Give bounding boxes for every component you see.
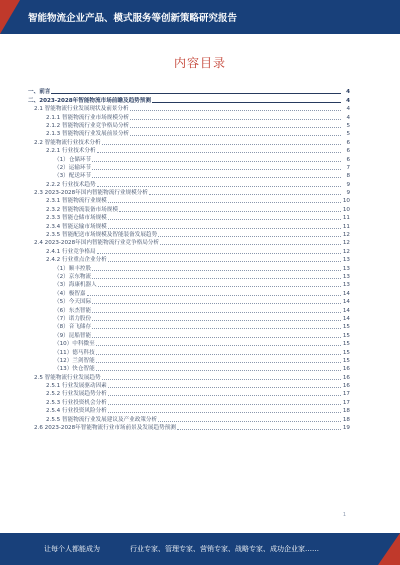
toc-entry-text: （13）快仓智能 <box>54 366 95 373</box>
toc-entry-page: 4 <box>346 114 350 121</box>
report-footer <box>0 533 400 565</box>
toc-entry[interactable] <box>28 415 350 423</box>
toc-entry-text: 2.1.2 智能物流行业竞争格局分析 <box>46 122 130 129</box>
toc-leader-dots <box>92 320 341 321</box>
toc-entry-text: 2.6 2023-2028年智能物流行业市场前景及发展趋势预测 <box>34 425 176 432</box>
toc-entry[interactable] <box>28 197 350 205</box>
toc-leader-dots <box>108 412 341 413</box>
toc-leader-dots <box>108 395 341 396</box>
toc-entry[interactable] <box>28 155 350 163</box>
toc-entry[interactable] <box>28 256 350 264</box>
toc-entry-page: 11 <box>342 215 350 222</box>
toc-entry-text: （3）海康机器人 <box>54 282 97 289</box>
toc-leader-dots <box>130 135 341 136</box>
toc-entry-text: 2.3.2 智能物流装备市场规模 <box>46 206 118 213</box>
toc-entry[interactable] <box>28 189 350 197</box>
toc-entry-page: 6 <box>346 148 350 155</box>
toc-entry-page: 6 <box>346 139 350 146</box>
toc-title: 内容目录 <box>173 56 226 70</box>
toc-entry-page: 15 <box>342 349 350 356</box>
toc-leader-dots <box>149 194 341 195</box>
toc-entry-page: 11 <box>342 223 350 230</box>
toc-leader-dots <box>108 404 341 405</box>
toc-entry-text: 2.3.1 智能物流行业规模 <box>46 198 107 205</box>
toc-entry-page: 14 <box>342 315 350 322</box>
toc-entry[interactable] <box>28 105 350 113</box>
toc-leader-dots <box>96 354 341 355</box>
toc-entry-page: 9 <box>346 181 350 188</box>
toc-entry[interactable] <box>28 306 350 314</box>
toc-entry-text: （9）昆船智能 <box>54 332 92 339</box>
toc-entry-text: （7）诺力股份 <box>54 315 92 322</box>
footer-red-accent <box>378 533 400 565</box>
toc-leader-dots <box>152 102 341 103</box>
toc-entry-page: 14 <box>342 299 350 306</box>
toc-leader-dots <box>160 244 341 245</box>
toc-entry-text: （10）中科微至 <box>54 341 95 348</box>
toc-leader-dots <box>102 379 341 380</box>
toc-entry-page: 15 <box>342 357 350 364</box>
toc-entry[interactable] <box>28 382 350 390</box>
toc-entry-page: 12 <box>342 240 350 247</box>
toc-leader-dots <box>108 219 341 220</box>
toc-entry-page: 13 <box>342 257 350 264</box>
toc-entry-text: （1）仓储环节 <box>54 156 92 163</box>
toc-entry[interactable] <box>28 231 350 239</box>
toc-leader-dots <box>108 387 341 388</box>
toc-entry-text: 一、前言 <box>28 89 51 96</box>
toc-leader-dots <box>92 278 341 279</box>
toc-list <box>28 88 350 432</box>
toc-entry-text: 2.3.4 智能运输市场规模 <box>46 223 107 230</box>
toc-entry[interactable] <box>28 357 350 365</box>
toc-entry-text: 2.5 智能物流行业发展趋势 <box>34 374 101 381</box>
toc-leader-dots <box>130 119 341 120</box>
toc-entry-text: 2.5.4 行业投资风险分析 <box>46 408 107 415</box>
toc-entry-text: （11）德马科技 <box>54 349 95 356</box>
toc-entry[interactable] <box>28 205 350 213</box>
toc-entry[interactable] <box>28 247 350 255</box>
toc-entry[interactable] <box>28 96 350 104</box>
toc-leader-dots <box>92 270 341 271</box>
toc-leader-dots <box>92 177 341 178</box>
toc-entry[interactable] <box>28 214 350 222</box>
toc-leader-dots <box>92 328 341 329</box>
toc-entry[interactable] <box>28 398 350 406</box>
page-number: 1 <box>342 512 346 518</box>
toc-entry-page: 13 <box>342 282 350 289</box>
toc-entry-page: 7 <box>346 164 350 171</box>
toc-entry-page: 4 <box>346 97 350 104</box>
toc-entry-page: 5 <box>346 131 350 138</box>
toc-entry[interactable] <box>28 373 350 381</box>
toc-entry-page: 17 <box>342 391 350 398</box>
toc-leader-dots <box>97 152 341 153</box>
toc-entry[interactable] <box>28 138 350 146</box>
toc-entry-page: 9 <box>346 190 350 197</box>
toc-entry-page: 10 <box>342 198 350 205</box>
report-header <box>0 0 400 34</box>
toc-entry-text: 2.5.5 智能物流行业发展建议及产业政策分析 <box>46 416 158 423</box>
toc-entry-page: 10 <box>342 206 350 213</box>
toc-leader-dots <box>96 370 341 371</box>
toc-entry[interactable] <box>28 289 350 297</box>
toc-leader-dots <box>102 144 341 145</box>
toc-leader-dots <box>92 337 341 338</box>
toc-entry[interactable] <box>28 273 350 281</box>
toc-entry-page: 18 <box>342 408 350 415</box>
toc-entry-page: 4 <box>346 89 350 96</box>
toc-entry-text: 2.3.3 智能仓储市场规模 <box>46 215 107 222</box>
toc-entry[interactable] <box>28 239 350 247</box>
toc-leader-dots <box>92 169 341 170</box>
toc-entry-page: 16 <box>342 374 350 381</box>
toc-leader-dots <box>87 295 341 296</box>
toc-leader-dots <box>108 228 341 229</box>
toc-entry-page: 6 <box>346 156 350 163</box>
toc-leader-dots <box>92 312 341 313</box>
toc-leader-dots <box>96 362 341 363</box>
toc-leader-dots <box>177 429 341 430</box>
toc-entry-text: 2.1 智能物流行业发展现状及前景分析 <box>34 106 129 113</box>
toc-entry[interactable] <box>28 315 350 323</box>
toc-entry[interactable] <box>28 122 350 130</box>
toc-entry[interactable] <box>28 390 350 398</box>
toc-entry-text: 2.3 2023-2028年国内智能物流行业规模分析 <box>34 190 148 197</box>
toc-entry-page: 16 <box>342 383 350 390</box>
toc-leader-dots <box>130 127 341 128</box>
toc-entry-text: 2.5.2 行业发展趋势分析 <box>46 391 107 398</box>
footer-slogan-right: 行业专家、管理专家、营销专家、战略专家、成功企业家…… <box>130 545 319 553</box>
toc-leader-dots <box>51 93 341 94</box>
toc-leader-dots <box>98 286 341 287</box>
toc-entry-text: 2.4.2 行业重点企业分析 <box>46 257 107 264</box>
toc-entry[interactable] <box>28 424 350 432</box>
toc-entry[interactable] <box>28 164 350 172</box>
toc-entry[interactable] <box>28 172 350 180</box>
toc-entry[interactable] <box>28 147 350 155</box>
toc-entry-text: （1）顺丰控股 <box>54 265 92 272</box>
toc-entry-text: （2）运输环节 <box>54 164 92 171</box>
toc-entry-page: 17 <box>342 399 350 406</box>
toc-entry[interactable] <box>28 331 350 339</box>
toc-entry-text: 二、2023-2028年智能物流市场前瞻及趋势预测 <box>28 97 151 104</box>
toc-leader-dots <box>92 303 341 304</box>
toc-entry-page: 4 <box>346 106 350 113</box>
toc-entry-page: 18 <box>342 416 350 423</box>
toc-entry-text: 2.4 2023-2028年国内智能物流行业竞争格局分析 <box>34 240 160 247</box>
toc-entry-text: （3）配送环节 <box>54 173 92 180</box>
toc-entry[interactable] <box>28 222 350 230</box>
toc-entry[interactable] <box>28 264 350 272</box>
toc-leader-dots <box>92 161 341 162</box>
toc-entry-text: （6）东杰智能 <box>54 307 92 314</box>
report-title: 智能物流企业产品、模式服务等创新策略研究报告 <box>28 13 238 24</box>
toc-entry-text: （2）京东物流 <box>54 273 92 280</box>
header-red-accent <box>0 0 20 34</box>
footer-slogan-left: 让每个人都能成为 <box>44 545 100 553</box>
toc-entry-text: （5）今天国际 <box>54 299 92 306</box>
toc-entry-text: 2.1.3 智能物流行业发展前景分析 <box>46 131 130 138</box>
toc-entry-text: 2.2 智能物流行业技术分析 <box>34 139 101 146</box>
toc-entry[interactable] <box>28 340 350 348</box>
toc-leader-dots <box>158 421 341 422</box>
toc-entry[interactable] <box>28 180 350 188</box>
toc-entry-text: （12）兰剑智能 <box>54 357 95 364</box>
toc-leader-dots <box>130 110 341 111</box>
toc-entry-text: 2.2.2 行业技术趋势 <box>46 181 96 188</box>
toc-entry-page: 13 <box>342 265 350 272</box>
toc-entry[interactable] <box>28 407 350 415</box>
toc-leader-dots <box>97 253 341 254</box>
toc-entry-page: 13 <box>342 273 350 280</box>
toc-leader-dots <box>108 202 341 203</box>
toc-entry[interactable] <box>28 281 350 289</box>
toc-leader-dots <box>108 261 341 262</box>
toc-entry-text: 2.5.3 行业投资机会分析 <box>46 399 107 406</box>
toc-entry-page: 12 <box>342 232 350 239</box>
toc-entry-page: 8 <box>346 173 350 180</box>
toc-entry[interactable] <box>28 130 350 138</box>
toc-entry-page: 5 <box>346 122 350 129</box>
toc-entry[interactable] <box>28 113 350 121</box>
toc-entry-page: 16 <box>342 366 350 373</box>
toc-entry-text: 2.3.5 智能配送市场规模及智能装备发展趋势 <box>46 232 158 239</box>
toc-entry-page: 14 <box>342 290 350 297</box>
toc-entry-page: 14 <box>342 307 350 314</box>
toc-leader-dots <box>158 236 341 237</box>
toc-entry-page: 15 <box>342 332 350 339</box>
toc-entry-text: 2.2.1 行业技术分析 <box>46 148 96 155</box>
toc-entry-text: 2.4.1 行业竞争格局 <box>46 248 96 255</box>
toc-entry-text: （4）极智嘉 <box>54 290 86 297</box>
toc-leader-dots <box>119 211 341 212</box>
toc-entry[interactable] <box>28 323 350 331</box>
toc-entry-text: 2.5.1 行业发展驱动因素 <box>46 383 107 390</box>
toc-leader-dots <box>96 345 341 346</box>
toc-entry-text: 2.1.1 智能物流行业市场规模分析 <box>46 114 130 121</box>
toc-entry-page: 15 <box>342 341 350 348</box>
toc-entry[interactable] <box>28 88 350 96</box>
toc-leader-dots <box>97 186 341 187</box>
toc-entry[interactable] <box>28 365 350 373</box>
toc-entry-page: 12 <box>342 248 350 255</box>
toc-entry-page: 19 <box>342 425 350 432</box>
toc-entry-text: （8）音飞储存 <box>54 324 92 331</box>
toc-entry[interactable] <box>28 348 350 356</box>
toc-entry[interactable] <box>28 298 350 306</box>
toc-entry-page: 15 <box>342 324 350 331</box>
